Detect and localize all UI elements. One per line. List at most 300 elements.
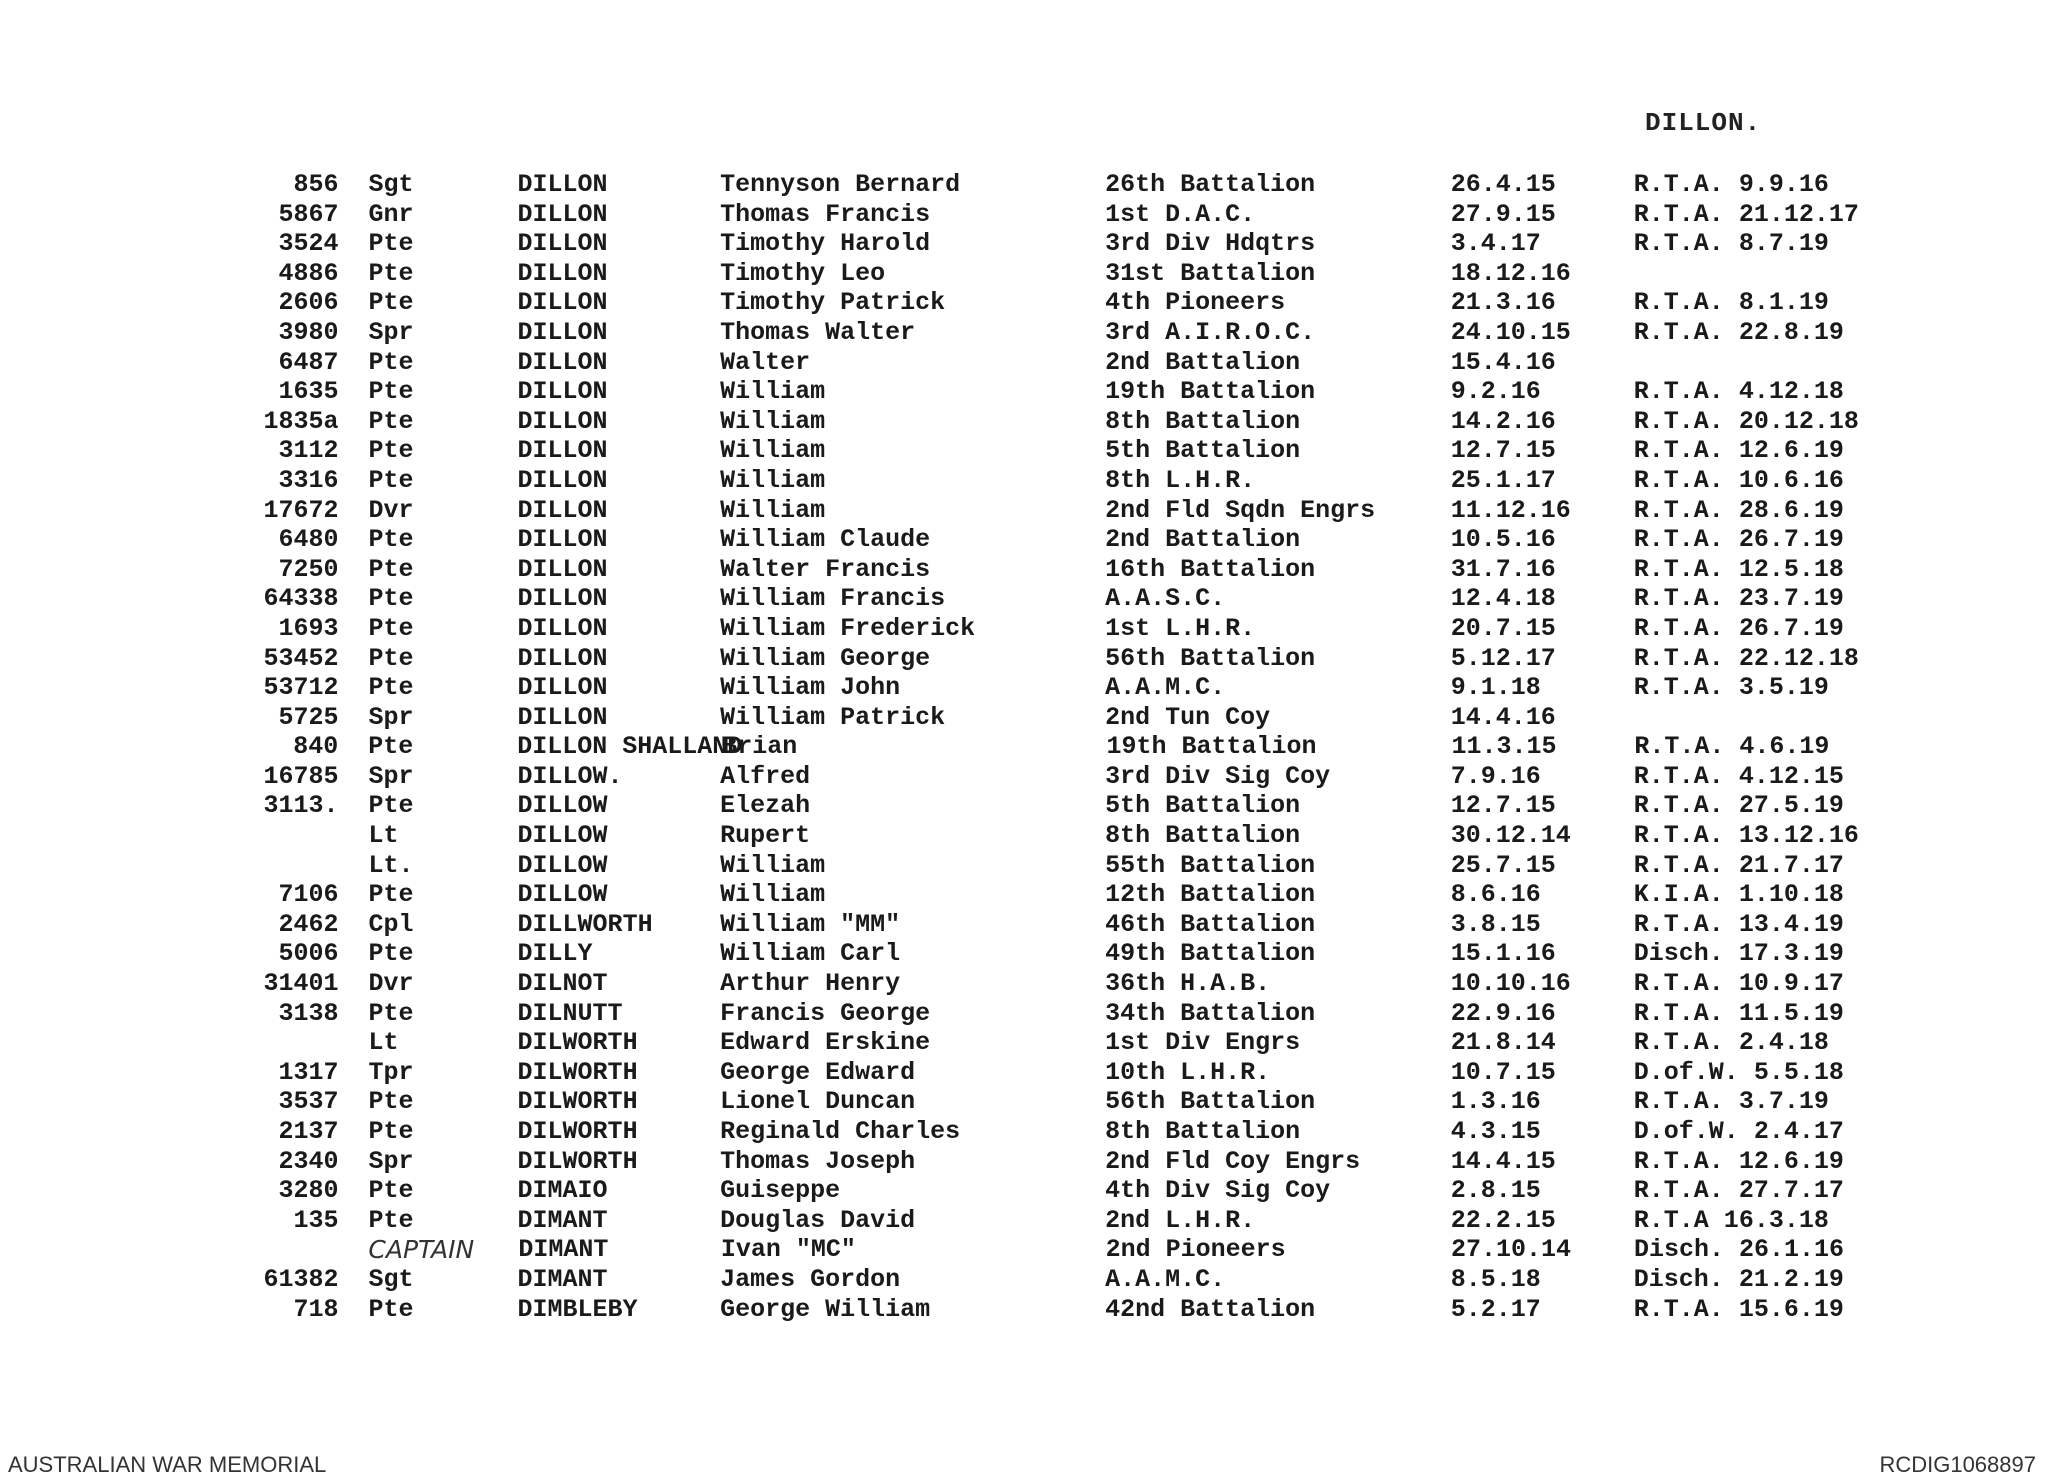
surname-cell: DILLOW — [517, 821, 608, 851]
unit-cell: 31st Battalion — [1105, 258, 1316, 288]
roll-row — [230, 407, 1910, 437]
footer-reference: RCDIG1068897 — [1879, 1452, 2036, 1477]
roll-row — [230, 555, 1910, 585]
fate-cell — [1634, 259, 1910, 289]
roll-row — [230, 348, 1910, 378]
surname-cell: DIMANT — [517, 1205, 608, 1235]
surname-cell: DILLOW — [517, 791, 608, 821]
unit-cell: 56th Battalion — [1105, 643, 1316, 673]
service-number-cell: 718 — [293, 1294, 339, 1324]
roll-row — [230, 614, 1910, 644]
unit-cell: 2nd Battalion — [1105, 525, 1301, 555]
roll-row — [230, 1206, 1910, 1236]
surname-cell: DILWORTH — [517, 1057, 638, 1087]
service-number-cell: 2340 — [278, 1146, 339, 1176]
rank-cell: Pte — [368, 613, 414, 643]
rank-cell: Pte — [368, 1176, 414, 1206]
surname-cell: DILLON — [517, 258, 608, 288]
fate-cell: R.T.A. 2.4.18 — [1633, 1028, 1829, 1058]
roll-row — [230, 999, 1910, 1029]
surname-cell: DILLON — [517, 525, 608, 555]
rank-cell: Pte — [368, 880, 414, 910]
given-names-cell: William "MM" — [720, 909, 901, 939]
fate-cell: R.T.A. 21.12.17 — [1633, 199, 1859, 229]
roll-row — [230, 762, 1910, 792]
roll-row — [230, 496, 1910, 526]
enlistment-date-cell: 25.1.17 — [1450, 465, 1556, 495]
surname-cell: DILNOT — [517, 969, 608, 999]
unit-cell: 49th Battalion — [1105, 939, 1316, 969]
unit-cell: 4th Pioneers — [1105, 288, 1286, 318]
given-names-cell: George Edward — [720, 1057, 916, 1087]
enlistment-date-cell: 24.10.15 — [1450, 317, 1571, 347]
fate-cell: R.T.A. 4.12.18 — [1633, 377, 1844, 407]
surname-cell: DILNUTT — [517, 998, 623, 1028]
surname-cell: DILLON — [517, 347, 608, 377]
roll-row — [230, 1295, 1910, 1325]
service-number-cell: 135 — [293, 1205, 339, 1235]
fate-cell: R.T.A. 20.12.18 — [1633, 406, 1859, 436]
service-number-cell: 1317 — [278, 1057, 339, 1087]
enlistment-date-cell: 12.7.15 — [1450, 436, 1556, 466]
rank-cell: Pte — [368, 1117, 414, 1146]
fate-cell: Disch. 21.2.19 — [1633, 1264, 1844, 1294]
unit-cell: 12th Battalion — [1105, 880, 1316, 910]
unit-cell: 2nd Battalion — [1105, 347, 1301, 377]
given-names-cell: Edward Erskine — [720, 1028, 931, 1058]
rank-cell: Pte — [368, 1294, 414, 1324]
given-names-cell: Rupert — [720, 821, 811, 851]
roll-row — [230, 939, 1910, 969]
given-names-cell: Thomas Francis — [720, 199, 931, 229]
rank-cell: Sgt — [368, 1264, 414, 1294]
enlistment-date-cell: 4.3.15 — [1450, 1117, 1541, 1146]
service-number-cell: 3138 — [278, 998, 339, 1028]
rank-cell: Dvr — [368, 969, 414, 999]
rank-cell: Pte — [368, 377, 414, 407]
given-names-cell: Thomas Joseph — [720, 1146, 916, 1176]
roll-row — [230, 644, 1910, 674]
rank-cell: Pte — [368, 436, 414, 466]
given-names-cell: William George — [720, 643, 931, 673]
page-heading: DILLON. — [1645, 108, 1762, 138]
service-number-cell: 3316 — [278, 465, 339, 495]
surname-cell: DILLWORTH — [517, 909, 653, 939]
given-names-cell: William — [720, 880, 826, 910]
service-number-cell: 3980 — [278, 317, 339, 347]
unit-cell: 4th Div Sig Coy — [1105, 1176, 1331, 1206]
fate-cell: Disch. 17.3.19 — [1633, 939, 1844, 969]
enlistment-date-cell: 8.5.18 — [1450, 1264, 1541, 1294]
unit-cell: 36th H.A.B. — [1105, 969, 1271, 999]
given-names-cell: Elezah — [720, 791, 811, 821]
fate-cell: R.T.A. 12.5.18 — [1633, 554, 1844, 584]
surname-cell: DIMAIO — [517, 1176, 608, 1206]
rank-cell: Pte — [368, 584, 414, 614]
roll-row — [230, 229, 1910, 259]
surname-cell: DILLON — [517, 406, 608, 436]
fate-cell: R.T.A. 4.6.19 — [1634, 732, 1830, 762]
enlistment-date-cell: 11.12.16 — [1450, 495, 1571, 525]
surname-cell: DIMANT — [517, 1264, 608, 1294]
enlistment-date-cell: 27.10.14 — [1450, 1235, 1572, 1265]
surname-cell: DILWORTH — [517, 1028, 638, 1058]
surname-cell: DILLOW — [517, 880, 608, 910]
roll-row — [230, 170, 1910, 200]
surname-cell: DILLOW. — [517, 761, 623, 791]
rank-cell: Spr — [368, 1146, 414, 1176]
enlistment-date-cell: 15.1.16 — [1450, 939, 1556, 969]
surname-cell: DILWORTH — [517, 1087, 638, 1117]
surname-cell: DILLON — [517, 199, 608, 229]
surname-cell: DILLON — [517, 170, 608, 199]
fate-cell: R.T.A. 28.6.19 — [1633, 495, 1844, 525]
roll-row — [230, 466, 1910, 496]
fate-cell: R.T.A. 13.4.19 — [1633, 909, 1844, 939]
given-names-cell: William — [720, 495, 826, 525]
enlistment-date-cell: 26.4.15 — [1450, 170, 1556, 199]
fate-cell: R.T.A. 12.6.19 — [1633, 1146, 1844, 1176]
roll-row — [230, 377, 1910, 407]
fate-cell: D.of.W. 5.5.18 — [1633, 1057, 1844, 1087]
surname-cell: DILLON SHALLAND — [517, 732, 743, 762]
unit-cell: 46th Battalion — [1105, 909, 1316, 939]
enlistment-date-cell: 18.12.16 — [1450, 258, 1571, 288]
given-names-cell: William Patrick — [720, 702, 946, 732]
surname-cell: DILLON — [517, 317, 608, 347]
unit-cell: 3rd A.I.R.O.C. — [1105, 317, 1316, 347]
roll-row — [230, 1087, 1910, 1117]
unit-cell: 8th Battalion — [1105, 821, 1301, 851]
enlistment-date-cell: 14.2.16 — [1450, 406, 1556, 436]
enlistment-date-cell: 22.2.15 — [1450, 1205, 1556, 1235]
fate-cell: R.T.A. 8.1.19 — [1633, 288, 1829, 318]
service-number-cell — [230, 1235, 338, 1265]
enlistment-date-cell: 10.5.16 — [1450, 525, 1556, 555]
service-number-cell: 2137 — [278, 1117, 339, 1146]
fate-cell — [1634, 348, 1910, 378]
roll-row — [230, 200, 1910, 230]
service-number-cell: 3537 — [278, 1087, 339, 1117]
roll-row — [230, 525, 1910, 555]
service-number-cell: 4886 — [278, 258, 339, 288]
service-number-cell: 840 — [293, 732, 339, 762]
footer-institution: AUSTRALIAN WAR MEMORIAL — [8, 1452, 327, 1477]
unit-cell: 26th Battalion — [1105, 170, 1316, 199]
given-names-cell: William Francis — [720, 584, 946, 614]
roll-row — [230, 1028, 1910, 1058]
fate-cell: K.I.A. 1.10.18 — [1633, 880, 1844, 910]
roll-row — [230, 1235, 1910, 1265]
roll-row — [230, 969, 1910, 999]
surname-cell: DILLON — [517, 643, 608, 673]
unit-cell: 5th Battalion — [1105, 791, 1301, 821]
given-names-cell: William John — [720, 673, 901, 703]
given-names-cell: William — [720, 377, 826, 407]
rank-cell: Pte — [368, 347, 414, 377]
fate-cell: D.of.W. 2.4.17 — [1633, 1117, 1844, 1146]
fate-cell: R.T.A. 26.7.19 — [1633, 525, 1844, 555]
given-names-cell: Guiseppe — [720, 1176, 841, 1206]
roll-row — [230, 584, 1910, 614]
fate-cell: R.T.A. 12.6.19 — [1633, 436, 1844, 466]
roll-row — [230, 821, 1910, 851]
service-number-cell: 6480 — [278, 525, 339, 555]
roll-row — [230, 880, 1910, 910]
rank-cell: Pte — [368, 1205, 414, 1235]
rank-cell: Gnr — [368, 199, 414, 229]
roll-row — [230, 1117, 1910, 1147]
service-number-cell: 5867 — [278, 199, 339, 229]
given-names-cell: Tennyson Bernard — [720, 170, 961, 199]
rank-cell: Pte — [368, 1087, 414, 1117]
roll-row — [230, 851, 1910, 881]
service-number-cell: 53452 — [263, 643, 339, 673]
surname-cell: DILLON — [517, 584, 608, 614]
service-number-cell: 2606 — [278, 288, 339, 318]
surname-cell: DILLON — [517, 465, 608, 495]
given-names-cell: Timothy Leo — [720, 258, 886, 288]
unit-cell: A.A.M.C. — [1105, 673, 1226, 703]
unit-cell: 56th Battalion — [1105, 1087, 1316, 1117]
unit-cell: 8th L.H.R. — [1105, 465, 1256, 495]
rank-cell: Pte — [368, 229, 414, 259]
fate-cell: R.T.A. 4.12.15 — [1633, 761, 1844, 791]
enlistment-date-cell: 10.7.15 — [1450, 1057, 1556, 1087]
fate-cell: R.T.A. 11.5.19 — [1633, 998, 1844, 1028]
unit-cell: 2nd L.H.R. — [1105, 1205, 1256, 1235]
service-number-cell: 64338 — [263, 584, 339, 614]
fate-cell: R.T.A. 10.6.16 — [1633, 465, 1844, 495]
fate-cell: R.T.A. 27.5.19 — [1633, 791, 1844, 821]
surname-cell: DILLOW — [517, 850, 608, 880]
service-number-cell: 5725 — [278, 702, 339, 732]
rank-cell: Spr — [368, 317, 414, 347]
roll-row — [230, 732, 1910, 762]
fate-cell: R.T.A. 3.7.19 — [1633, 1087, 1829, 1117]
roll-row — [230, 791, 1910, 821]
fate-cell: R.T.A. 10.9.17 — [1633, 969, 1844, 999]
rank-cell: Lt. — [368, 850, 414, 880]
enlistment-date-cell: 7.9.16 — [1450, 761, 1541, 791]
rank-cell: Spr — [368, 761, 414, 791]
given-names-cell: William — [720, 406, 826, 436]
rank-cell: Pte — [368, 288, 414, 318]
service-number-cell: 856 — [293, 170, 339, 199]
unit-cell: 19th Battalion — [1106, 732, 1317, 762]
service-number-cell: 7250 — [278, 554, 339, 584]
rank-cell: Pte — [368, 465, 414, 495]
rank-cell: Pte — [368, 525, 414, 555]
given-names-cell: William Frederick — [720, 613, 976, 643]
enlistment-date-cell: 15.4.16 — [1450, 347, 1556, 377]
enlistment-date-cell: 30.12.14 — [1450, 821, 1571, 851]
surname-cell: DIMANT — [518, 1235, 609, 1265]
given-names-cell: Timothy Harold — [720, 229, 931, 259]
enlistment-date-cell: 9.2.16 — [1450, 377, 1541, 407]
surname-cell: DILLY — [517, 939, 593, 969]
enlistment-date-cell: 3.4.17 — [1450, 229, 1541, 259]
unit-cell: 16th Battalion — [1105, 554, 1316, 584]
unit-cell: 2nd Fld Sqdn Engrs — [1105, 495, 1376, 525]
service-number-cell: 3112 — [278, 436, 339, 466]
unit-cell: 3rd Div Sig Coy — [1105, 761, 1331, 791]
unit-cell: 1st Div Engrs — [1105, 1028, 1301, 1058]
surname-cell: DILLON — [517, 613, 608, 643]
given-names-cell: Arthur Henry — [720, 969, 901, 999]
rank-cell: Pte — [368, 554, 414, 584]
service-number-cell — [230, 821, 339, 851]
unit-cell: 5th Battalion — [1105, 436, 1301, 466]
given-names-cell: William — [720, 465, 826, 495]
rank-cell: Pte — [368, 643, 414, 673]
unit-cell: A.A.M.C. — [1105, 1264, 1226, 1294]
surname-cell: DILLON — [517, 673, 608, 703]
fate-cell: R.T.A. 27.7.17 — [1633, 1176, 1844, 1206]
service-number-cell: 1835a — [263, 406, 339, 436]
given-names-cell: William Carl — [720, 939, 901, 969]
enlistment-date-cell: 14.4.15 — [1450, 1146, 1556, 1176]
fate-cell: Disch. 26.1.16 — [1633, 1235, 1845, 1265]
rank-cell: Pte — [368, 732, 414, 762]
enlistment-date-cell: 5.12.17 — [1450, 643, 1556, 673]
service-number-cell: 1635 — [278, 377, 339, 407]
fate-cell: R.T.A. 23.7.19 — [1633, 584, 1844, 614]
surname-cell: DILWORTH — [517, 1117, 638, 1146]
roll-row — [230, 1058, 1910, 1088]
enlistment-date-cell: 2.8.15 — [1450, 1176, 1541, 1206]
roll-row — [230, 318, 1910, 348]
rank-cell: Pte — [368, 791, 414, 821]
rank-cell: Sgt — [368, 170, 414, 199]
fate-cell: R.T.A. 22.12.18 — [1633, 643, 1859, 673]
enlistment-date-cell: 22.9.16 — [1450, 998, 1556, 1028]
rank-cell: Tpr — [368, 1057, 414, 1087]
given-names-cell: Alfred — [720, 761, 811, 791]
enlistment-date-cell: 27.9.15 — [1450, 199, 1556, 229]
given-names-cell: James Gordon — [720, 1264, 901, 1294]
fate-cell: R.T.A. 22.8.19 — [1633, 317, 1844, 347]
unit-cell: 55th Battalion — [1105, 850, 1316, 880]
roll-row — [230, 436, 1910, 466]
given-names-cell: Reginald Charles — [720, 1117, 961, 1146]
given-names-cell: Francis George — [720, 998, 931, 1028]
unit-cell: 42nd Battalion — [1105, 1294, 1316, 1324]
roll-row — [230, 1265, 1910, 1295]
unit-cell: 34th Battalion — [1105, 998, 1316, 1028]
unit-cell: 19th Battalion — [1105, 377, 1316, 407]
surname-cell: DILLON — [517, 436, 608, 466]
service-number-cell: 3113. — [263, 791, 339, 821]
unit-cell: 2nd Fld Coy Engrs — [1105, 1146, 1361, 1176]
roll-row — [230, 703, 1910, 733]
service-number-cell: 53712 — [263, 673, 339, 703]
enlistment-date-cell: 31.7.16 — [1450, 554, 1556, 584]
fate-cell: R.T.A. 3.5.19 — [1633, 673, 1829, 703]
rank-cell: Pte — [368, 406, 414, 436]
enlistment-date-cell: 8.6.16 — [1450, 880, 1541, 910]
rank-cell: Lt — [368, 1028, 399, 1058]
rank-cell: Pte — [368, 673, 414, 703]
enlistment-date-cell: 21.8.14 — [1450, 1028, 1556, 1058]
given-names-cell: Lionel Duncan — [720, 1087, 916, 1117]
enlistment-date-cell: 3.8.15 — [1450, 909, 1541, 939]
enlistment-date-cell: 25.7.15 — [1450, 850, 1556, 880]
rank-cell: Pte — [368, 939, 414, 969]
service-number-cell: 31401 — [263, 969, 339, 999]
roll-row — [230, 1147, 1910, 1177]
enlistment-date-cell: 12.7.15 — [1450, 791, 1556, 821]
service-number-cell: 1693 — [278, 613, 339, 643]
fate-cell: R.T.A 16.3.18 — [1633, 1205, 1829, 1235]
given-names-cell: William — [720, 850, 826, 880]
service-number-cell: 3280 — [278, 1176, 339, 1206]
surname-cell: DILLON — [517, 554, 608, 584]
unit-cell: 1st L.H.R. — [1105, 613, 1256, 643]
unit-cell: 8th Battalion — [1105, 406, 1301, 436]
surname-cell: DILLON — [517, 288, 608, 318]
rank-cell: Dvr — [368, 495, 414, 525]
fate-cell: R.T.A. 9.9.16 — [1633, 170, 1829, 199]
fate-cell: R.T.A. 21.7.17 — [1633, 850, 1844, 880]
rank-cell: Spr — [368, 702, 414, 732]
rank-cell: CAPTAIN — [368, 1235, 475, 1265]
given-names-cell: Thomas Walter — [720, 317, 916, 347]
fate-cell: R.T.A. 15.6.19 — [1633, 1294, 1844, 1324]
service-number-cell: 16785 — [263, 761, 339, 791]
enlistment-date-cell: 20.7.15 — [1450, 613, 1556, 643]
roll-row — [230, 288, 1910, 318]
surname-cell: DILLON — [517, 495, 608, 525]
service-number-cell — [230, 851, 339, 881]
roll-row — [230, 1176, 1910, 1206]
given-names-cell: Brian — [722, 732, 798, 762]
roll-row — [230, 259, 1910, 289]
unit-cell: 2nd Pioneers — [1105, 1235, 1286, 1265]
unit-cell: 3rd Div Hdqtrs — [1105, 229, 1316, 259]
surname-cell: DIMBLEBY — [517, 1294, 638, 1324]
unit-cell: 2nd Tun Coy — [1105, 702, 1271, 732]
enlistment-date-cell: 9.1.18 — [1450, 673, 1541, 703]
service-number-cell: 61382 — [263, 1264, 339, 1294]
service-number-cell: 2462 — [278, 909, 339, 939]
service-number-cell: 5006 — [278, 939, 339, 969]
surname-cell: DILWORTH — [517, 1146, 638, 1176]
given-names-cell: William — [720, 436, 826, 466]
unit-cell: A.A.S.C. — [1105, 584, 1226, 614]
rank-cell: Pte — [368, 258, 414, 288]
surname-cell: DILLON — [517, 229, 608, 259]
fate-cell — [1634, 703, 1910, 733]
service-number-cell: 3524 — [278, 229, 339, 259]
given-names-cell: William Claude — [720, 525, 931, 555]
enlistment-date-cell: 12.4.18 — [1450, 584, 1556, 614]
unit-cell: 1st D.A.C. — [1105, 199, 1256, 229]
given-names-cell: Walter — [720, 347, 811, 377]
surname-cell: DILLON — [517, 377, 608, 407]
unit-cell: 10th L.H.R. — [1105, 1057, 1271, 1087]
enlistment-date-cell: 14.4.16 — [1450, 702, 1556, 732]
enlistment-date-cell: 21.3.16 — [1450, 288, 1556, 318]
rank-cell: Cpl — [368, 909, 414, 939]
given-names-cell: Timothy Patrick — [720, 288, 946, 318]
enlistment-date-cell: 5.2.17 — [1450, 1294, 1541, 1324]
given-names-cell: George William — [720, 1294, 931, 1324]
enlistment-date-cell: 11.3.15 — [1451, 732, 1557, 762]
enlistment-date-cell: 10.10.16 — [1450, 969, 1571, 999]
rank-cell: Pte — [368, 998, 414, 1028]
service-number-cell: 7106 — [278, 880, 339, 910]
